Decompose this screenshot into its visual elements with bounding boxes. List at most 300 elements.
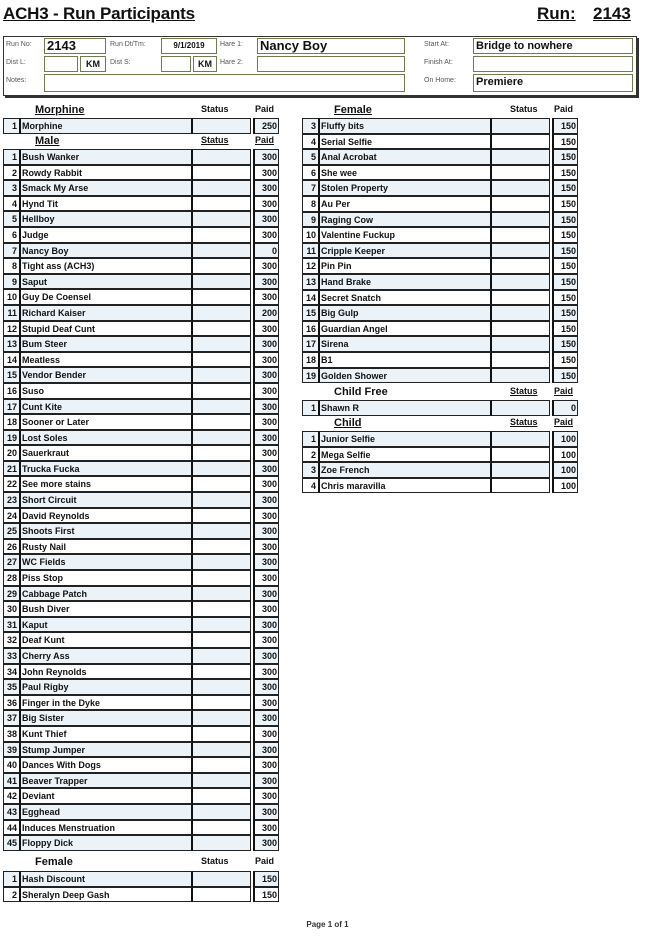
paid-cell[interactable]: 150 bbox=[552, 180, 578, 196]
status-cell[interactable] bbox=[193, 492, 251, 508]
participant-name: B1 bbox=[320, 352, 492, 368]
paid-cell[interactable]: 200 bbox=[253, 305, 279, 321]
paid-cell[interactable]: 300 bbox=[253, 820, 279, 836]
row-number: 9 bbox=[3, 274, 21, 290]
paid-cell[interactable]: 300 bbox=[253, 165, 279, 181]
status-cell[interactable] bbox=[492, 462, 550, 478]
page-title: ACH3 - Run Participants bbox=[3, 4, 195, 23]
row-number: 20 bbox=[3, 445, 21, 461]
row-number: 40 bbox=[3, 757, 21, 773]
run-dt-field[interactable]: 9/1/2019 bbox=[161, 38, 217, 54]
status-cell[interactable] bbox=[193, 305, 251, 321]
paid-cell[interactable]: 300 bbox=[253, 570, 279, 586]
status-cell[interactable] bbox=[492, 305, 550, 321]
finish-at-label: Finish At: bbox=[424, 59, 453, 66]
run-no-field[interactable]: 2143 bbox=[44, 38, 106, 54]
row-number: 45 bbox=[3, 835, 21, 851]
paid-cell[interactable]: 300 bbox=[253, 476, 279, 492]
row-number: 25 bbox=[3, 523, 21, 539]
row-number: 43 bbox=[3, 804, 21, 820]
run-number: 2143 bbox=[593, 4, 631, 23]
paid-cell[interactable]: 300 bbox=[253, 445, 279, 461]
row-number: 34 bbox=[3, 664, 21, 680]
status-cell[interactable] bbox=[492, 212, 550, 228]
row-number: 44 bbox=[3, 820, 21, 836]
participant-name: Guy De Coensel bbox=[21, 289, 193, 305]
paid-cell[interactable]: 300 bbox=[253, 414, 279, 430]
status-cell[interactable] bbox=[193, 679, 251, 695]
paid-cell[interactable]: 300 bbox=[253, 788, 279, 804]
status-cell[interactable] bbox=[492, 352, 550, 368]
paid-cell[interactable]: 150 bbox=[552, 321, 578, 337]
row-number: 2 bbox=[302, 447, 320, 463]
participant-name: Bum Steer bbox=[21, 336, 193, 352]
dist-l-field[interactable] bbox=[44, 56, 78, 72]
participant-name: Short Circuit bbox=[21, 492, 193, 508]
participant-name: Cherry Ass bbox=[21, 648, 193, 664]
status-cell[interactable] bbox=[193, 243, 251, 259]
row-number: 39 bbox=[3, 742, 21, 758]
row-number: 6 bbox=[3, 227, 21, 243]
row-number: 26 bbox=[3, 539, 21, 555]
participant-name: Sirena bbox=[320, 336, 492, 352]
paid-col-header: Paid bbox=[255, 135, 275, 145]
status-cell[interactable] bbox=[193, 804, 251, 820]
row-number: 12 bbox=[302, 258, 320, 274]
paid-cell[interactable]: 300 bbox=[253, 726, 279, 742]
paid-col-header: Paid bbox=[554, 386, 574, 396]
row-number: 9 bbox=[302, 212, 320, 228]
paid-cell[interactable]: 300 bbox=[253, 710, 279, 726]
row-number: 33 bbox=[3, 648, 21, 664]
participant-name: Hash Discount bbox=[21, 871, 193, 887]
status-cell[interactable] bbox=[492, 431, 550, 447]
status-cell[interactable] bbox=[492, 274, 550, 290]
status-col-header: Status bbox=[510, 104, 538, 114]
status-cell[interactable] bbox=[492, 227, 550, 243]
participant-name: Guardian Angel bbox=[320, 321, 492, 337]
status-cell[interactable] bbox=[193, 227, 251, 243]
participant-name: Morphine bbox=[21, 118, 193, 134]
row-number: 5 bbox=[3, 211, 21, 227]
participant-name: Sooner or Later bbox=[21, 414, 193, 430]
paid-cell[interactable]: 300 bbox=[253, 399, 279, 415]
section-header-morphine bbox=[3, 103, 283, 117]
paid-col-header: Paid bbox=[255, 104, 275, 114]
status-cell[interactable] bbox=[492, 290, 550, 306]
paid-cell[interactable]: 0 bbox=[552, 400, 578, 416]
section-title: Female bbox=[334, 104, 372, 116]
participant-name: Au Per bbox=[320, 196, 492, 212]
paid-cell[interactable]: 300 bbox=[253, 648, 279, 664]
row-number: 41 bbox=[3, 773, 21, 789]
participant-name: Bush Wanker bbox=[21, 149, 193, 165]
finish-at-field[interactable] bbox=[473, 56, 633, 72]
section-header-female-right bbox=[302, 103, 582, 117]
dist-s-field[interactable] bbox=[161, 56, 191, 72]
paid-col-header: Paid bbox=[255, 856, 275, 866]
paid-cell[interactable]: 300 bbox=[253, 196, 279, 212]
section-title: Male bbox=[35, 135, 60, 147]
paid-cell[interactable]: 300 bbox=[253, 383, 279, 399]
participant-name: Stump Jumper bbox=[21, 742, 193, 758]
paid-cell[interactable]: 100 bbox=[552, 431, 578, 447]
status-cell[interactable] bbox=[193, 632, 251, 648]
row-number: 14 bbox=[3, 352, 21, 368]
status-cell[interactable] bbox=[193, 617, 251, 633]
status-cell[interactable] bbox=[492, 447, 550, 463]
paid-cell[interactable]: 300 bbox=[253, 554, 279, 570]
start-at-label: Start At: bbox=[424, 41, 449, 48]
paid-cell[interactable]: 300 bbox=[253, 461, 279, 477]
paid-cell[interactable]: 150 bbox=[552, 227, 578, 243]
row-number: 17 bbox=[3, 399, 21, 415]
participant-name: Stolen Property bbox=[320, 180, 492, 196]
section-title: Child Free bbox=[334, 386, 388, 398]
participant-name: Serial Selfie bbox=[320, 134, 492, 150]
participant-name: Hellboy bbox=[21, 211, 193, 227]
paid-cell[interactable]: 150 bbox=[552, 368, 578, 384]
paid-cell[interactable]: 300 bbox=[253, 352, 279, 368]
participant-name: Dances With Dogs bbox=[21, 757, 193, 773]
status-col-header: Status bbox=[201, 104, 229, 114]
participant-name: Suso bbox=[21, 383, 193, 399]
participant-name: Tight ass (ACH3) bbox=[21, 258, 193, 274]
status-cell[interactable] bbox=[492, 118, 550, 134]
run-no-label: Run No: bbox=[6, 41, 32, 48]
status-col-header: Status bbox=[510, 386, 538, 396]
participant-name: Mega Selfie bbox=[320, 447, 492, 463]
status-cell[interactable] bbox=[193, 461, 251, 477]
status-cell[interactable] bbox=[193, 586, 251, 602]
participant-name: Big Gulp bbox=[320, 305, 492, 321]
status-cell[interactable] bbox=[492, 180, 550, 196]
participant-name: John Reynolds bbox=[21, 664, 193, 680]
run-details-box bbox=[3, 36, 637, 96]
section-title: Female bbox=[35, 856, 73, 868]
status-cell[interactable] bbox=[193, 274, 251, 290]
row-number: 23 bbox=[3, 492, 21, 508]
row-number: 1 bbox=[3, 149, 21, 165]
row-number: 10 bbox=[302, 227, 320, 243]
status-cell[interactable] bbox=[492, 400, 550, 416]
paid-cell[interactable]: 300 bbox=[253, 289, 279, 305]
participant-name: David Reynolds bbox=[21, 508, 193, 524]
status-cell[interactable] bbox=[193, 710, 251, 726]
row-number: 32 bbox=[3, 632, 21, 648]
paid-cell[interactable]: 150 bbox=[552, 336, 578, 352]
start-at-field[interactable]: Bridge to nowhere bbox=[473, 38, 633, 54]
row-number: 19 bbox=[302, 368, 320, 384]
participant-name: WC Fields bbox=[21, 554, 193, 570]
status-col-header: Status bbox=[201, 135, 229, 145]
participant-name: Sauerkraut bbox=[21, 445, 193, 461]
row-number: 18 bbox=[3, 414, 21, 430]
status-cell[interactable] bbox=[193, 180, 251, 196]
participant-name: Cabbage Patch bbox=[21, 586, 193, 602]
status-cell[interactable] bbox=[193, 352, 251, 368]
status-cell[interactable] bbox=[193, 887, 251, 903]
row-number: 4 bbox=[3, 196, 21, 212]
hare1-field[interactable]: Nancy Boy bbox=[257, 38, 405, 54]
status-cell[interactable] bbox=[193, 118, 251, 134]
participant-name: Trucka Fucka bbox=[21, 461, 193, 477]
paid-cell[interactable]: 150 bbox=[552, 352, 578, 368]
paid-cell[interactable]: 300 bbox=[253, 695, 279, 711]
participant-name: Floppy Dick bbox=[21, 835, 193, 851]
participant-name: Piss Stop bbox=[21, 570, 193, 586]
status-cell[interactable] bbox=[193, 430, 251, 446]
row-number: 30 bbox=[3, 601, 21, 617]
paid-cell[interactable]: 150 bbox=[552, 290, 578, 306]
participant-name: Judge bbox=[21, 227, 193, 243]
paid-cell[interactable]: 100 bbox=[552, 478, 578, 494]
paid-cell[interactable]: 300 bbox=[253, 274, 279, 290]
participant-name: Vendor Bender bbox=[21, 367, 193, 383]
row-number: 29 bbox=[3, 586, 21, 602]
paid-cell[interactable]: 300 bbox=[253, 617, 279, 633]
hare2-label: Hare 2: bbox=[220, 59, 243, 66]
status-cell[interactable] bbox=[492, 134, 550, 150]
paid-cell[interactable]: 150 bbox=[552, 149, 578, 165]
status-cell[interactable] bbox=[193, 820, 251, 836]
status-cell[interactable] bbox=[193, 835, 251, 851]
paid-cell[interactable]: 150 bbox=[552, 118, 578, 134]
status-cell[interactable] bbox=[193, 648, 251, 664]
on-home-field[interactable]: Premiere bbox=[473, 74, 633, 92]
status-cell[interactable] bbox=[193, 742, 251, 758]
paid-cell[interactable]: 150 bbox=[552, 258, 578, 274]
paid-cell[interactable]: 150 bbox=[552, 212, 578, 228]
paid-cell[interactable]: 250 bbox=[253, 118, 279, 134]
row-number: 3 bbox=[302, 462, 320, 478]
hare2-field[interactable] bbox=[257, 56, 405, 72]
paid-cell[interactable]: 300 bbox=[253, 508, 279, 524]
row-number: 1 bbox=[3, 118, 21, 134]
paid-cell[interactable]: 300 bbox=[253, 336, 279, 352]
participant-name: Induces Menstruation bbox=[21, 820, 193, 836]
paid-cell[interactable]: 100 bbox=[552, 462, 578, 478]
participant-name: Smack My Arse bbox=[21, 180, 193, 196]
status-cell[interactable] bbox=[193, 664, 251, 680]
notes-field[interactable] bbox=[44, 74, 405, 92]
paid-cell[interactable]: 300 bbox=[253, 523, 279, 539]
participant-name: Nancy Boy bbox=[21, 243, 193, 259]
row-number: 31 bbox=[3, 617, 21, 633]
participant-name: Hynd Tit bbox=[21, 196, 193, 212]
status-cell[interactable] bbox=[193, 601, 251, 617]
paid-cell[interactable]: 300 bbox=[253, 180, 279, 196]
status-cell[interactable] bbox=[193, 367, 251, 383]
section-header-child bbox=[302, 416, 582, 430]
paid-cell[interactable]: 300 bbox=[253, 679, 279, 695]
status-cell[interactable] bbox=[193, 523, 251, 539]
participant-name: Cripple Keeper bbox=[320, 243, 492, 259]
paid-cell[interactable]: 300 bbox=[253, 835, 279, 851]
section-header-female-left bbox=[3, 855, 283, 869]
row-number: 13 bbox=[302, 274, 320, 290]
participant-name: Valentine Fuckup bbox=[320, 227, 492, 243]
paid-cell[interactable]: 150 bbox=[552, 243, 578, 259]
paid-cell[interactable]: 150 bbox=[552, 165, 578, 181]
row-number: 24 bbox=[3, 508, 21, 524]
participant-name: Egghead bbox=[21, 804, 193, 820]
participant-name: See more stains bbox=[21, 476, 193, 492]
row-number: 4 bbox=[302, 134, 320, 150]
participant-name: Zoe French bbox=[320, 462, 492, 478]
status-cell[interactable] bbox=[193, 165, 251, 181]
row-number: 17 bbox=[302, 336, 320, 352]
row-number: 38 bbox=[3, 726, 21, 742]
row-number: 7 bbox=[3, 243, 21, 259]
paid-cell[interactable]: 0 bbox=[253, 243, 279, 259]
status-cell[interactable] bbox=[193, 289, 251, 305]
participant-name: Raging Cow bbox=[320, 212, 492, 228]
participant-name: Rowdy Rabbit bbox=[21, 165, 193, 181]
paid-cell[interactable]: 150 bbox=[552, 305, 578, 321]
paid-cell[interactable]: 150 bbox=[552, 196, 578, 212]
participant-name: Golden Shower bbox=[320, 368, 492, 384]
participant-name: Richard Kaiser bbox=[21, 305, 193, 321]
participant-name: Bush Diver bbox=[21, 601, 193, 617]
participant-name: Secret Snatch bbox=[320, 290, 492, 306]
status-cell[interactable] bbox=[193, 788, 251, 804]
paid-cell[interactable]: 300 bbox=[253, 492, 279, 508]
status-cell[interactable] bbox=[193, 196, 251, 212]
row-number: 42 bbox=[3, 788, 21, 804]
paid-cell[interactable]: 150 bbox=[552, 274, 578, 290]
participant-name: Shoots First bbox=[21, 523, 193, 539]
row-number: 8 bbox=[3, 258, 21, 274]
row-number: 22 bbox=[3, 476, 21, 492]
paid-cell[interactable]: 150 bbox=[253, 871, 279, 887]
on-home-label: On Home: bbox=[424, 77, 456, 84]
status-cell[interactable] bbox=[193, 321, 251, 337]
dist-l-unit: KM bbox=[80, 56, 106, 72]
status-cell[interactable] bbox=[193, 757, 251, 773]
row-number: 37 bbox=[3, 710, 21, 726]
row-number: 1 bbox=[302, 431, 320, 447]
paid-cell[interactable]: 300 bbox=[253, 430, 279, 446]
row-number: 16 bbox=[3, 383, 21, 399]
participant-name: Kunt Thief bbox=[21, 726, 193, 742]
status-cell[interactable] bbox=[492, 336, 550, 352]
paid-cell[interactable]: 300 bbox=[253, 321, 279, 337]
status-cell[interactable] bbox=[193, 570, 251, 586]
status-cell[interactable] bbox=[193, 539, 251, 555]
status-cell[interactable] bbox=[193, 149, 251, 165]
row-number: 28 bbox=[3, 570, 21, 586]
row-number: 13 bbox=[3, 336, 21, 352]
paid-cell[interactable]: 150 bbox=[253, 887, 279, 903]
participant-name: Saput bbox=[21, 274, 193, 290]
paid-cell[interactable]: 300 bbox=[253, 757, 279, 773]
participant-name: Shawn R bbox=[320, 400, 492, 416]
paid-cell[interactable]: 300 bbox=[253, 632, 279, 648]
status-cell[interactable] bbox=[492, 368, 550, 384]
status-cell[interactable] bbox=[193, 726, 251, 742]
status-cell[interactable] bbox=[193, 554, 251, 570]
status-cell[interactable] bbox=[193, 773, 251, 789]
participant-name: Fluffy bits bbox=[320, 118, 492, 134]
paid-cell[interactable]: 300 bbox=[253, 804, 279, 820]
participant-name: She wee bbox=[320, 165, 492, 181]
paid-cell[interactable]: 300 bbox=[253, 773, 279, 789]
status-cell[interactable] bbox=[193, 414, 251, 430]
section-header-child-free bbox=[302, 385, 582, 399]
status-cell[interactable] bbox=[193, 211, 251, 227]
paid-cell[interactable]: 150 bbox=[552, 134, 578, 150]
status-cell[interactable] bbox=[193, 336, 251, 352]
participant-name: Deaf Kunt bbox=[21, 632, 193, 648]
paid-col-header: Paid bbox=[554, 417, 574, 427]
status-cell[interactable] bbox=[492, 196, 550, 212]
row-number: 16 bbox=[302, 321, 320, 337]
status-cell[interactable] bbox=[492, 165, 550, 181]
row-number: 1 bbox=[3, 871, 21, 887]
paid-cell[interactable]: 300 bbox=[253, 539, 279, 555]
participant-name: Meatless bbox=[21, 352, 193, 368]
section-header-male bbox=[3, 134, 283, 148]
row-number: 3 bbox=[3, 180, 21, 196]
status-cell[interactable] bbox=[193, 476, 251, 492]
paid-cell[interactable]: 300 bbox=[253, 258, 279, 274]
row-number: 1 bbox=[302, 400, 320, 416]
status-cell[interactable] bbox=[193, 258, 251, 274]
status-col-header: Status bbox=[510, 417, 538, 427]
section-title: Child bbox=[334, 417, 362, 429]
row-number: 21 bbox=[3, 461, 21, 477]
paid-cell[interactable]: 300 bbox=[253, 742, 279, 758]
participant-name: Big Sister bbox=[21, 710, 193, 726]
row-number: 12 bbox=[3, 321, 21, 337]
row-number: 36 bbox=[3, 695, 21, 711]
status-cell[interactable] bbox=[492, 243, 550, 259]
status-cell[interactable] bbox=[492, 321, 550, 337]
status-cell[interactable] bbox=[492, 478, 550, 494]
status-cell[interactable] bbox=[193, 871, 251, 887]
participant-name: Chris maravilla bbox=[320, 478, 492, 494]
row-number: 19 bbox=[3, 430, 21, 446]
paid-cell[interactable]: 300 bbox=[253, 367, 279, 383]
status-cell[interactable] bbox=[193, 399, 251, 415]
status-cell[interactable] bbox=[193, 508, 251, 524]
paid-cell[interactable]: 100 bbox=[552, 447, 578, 463]
paid-cell[interactable]: 300 bbox=[253, 586, 279, 602]
row-number: 15 bbox=[302, 305, 320, 321]
row-number: 18 bbox=[302, 352, 320, 368]
status-cell[interactable] bbox=[193, 695, 251, 711]
paid-cell[interactable]: 300 bbox=[253, 601, 279, 617]
status-cell[interactable] bbox=[193, 445, 251, 461]
status-cell[interactable] bbox=[492, 258, 550, 274]
participant-name: Sheralyn Deep Gash bbox=[21, 887, 193, 903]
participant-name: Beaver Trapper bbox=[21, 773, 193, 789]
paid-cell[interactable]: 300 bbox=[253, 211, 279, 227]
participant-name: Kaput bbox=[21, 617, 193, 633]
participant-name: Anal Acrobat bbox=[320, 149, 492, 165]
row-number: 7 bbox=[302, 180, 320, 196]
paid-cell[interactable]: 300 bbox=[253, 149, 279, 165]
participant-name: Pin Pin bbox=[320, 258, 492, 274]
paid-cell[interactable]: 300 bbox=[253, 664, 279, 680]
row-number: 27 bbox=[3, 554, 21, 570]
participant-name: Lost Soles bbox=[21, 430, 193, 446]
status-cell[interactable] bbox=[193, 383, 251, 399]
status-cell[interactable] bbox=[492, 149, 550, 165]
row-number: 3 bbox=[302, 118, 320, 134]
paid-cell[interactable]: 300 bbox=[253, 227, 279, 243]
